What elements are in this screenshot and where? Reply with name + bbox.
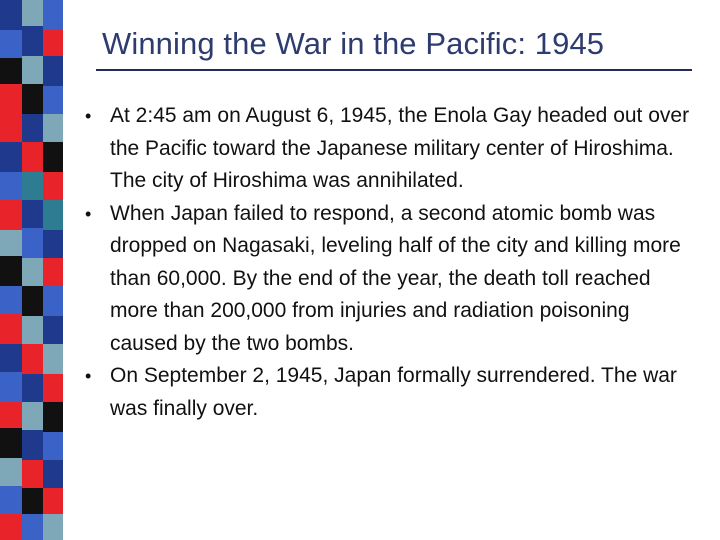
decorative-color-strip [0, 0, 63, 540]
bullet-item [82, 360, 698, 425]
bullet-icon: • [85, 203, 92, 224]
bullet-text: At 2:45 am on August 6, 1945, the Enola Gay headed out over the Pacific toward the Japanese military center of Hiroshima. The city of Hiroshima was annihilated. [110, 104, 690, 192]
title-container [102, 26, 702, 62]
bullet-text: On September 2, 1945, Japan formally surrendered. The war was finally over. [110, 364, 677, 420]
bullet-icon: • [85, 106, 92, 126]
bullet-item [82, 198, 698, 361]
bullet-icon: • [85, 366, 92, 386]
bullet-text: When Japan failed to respond, a second atomic bomb was dropped on Nagasaki, leveling half of the city and killing more than 60,000. By the end of the year, the death toll reached more than 200,000 from injuries and radiation poisoning caused by the two bombs. [110, 201, 681, 355]
bullet-item [82, 100, 698, 198]
slide-title: Winning the War in the Pacific: 1945 [102, 26, 605, 61]
slide-content [82, 100, 698, 425]
title-underline [96, 69, 692, 71]
bullet-list [82, 100, 698, 425]
